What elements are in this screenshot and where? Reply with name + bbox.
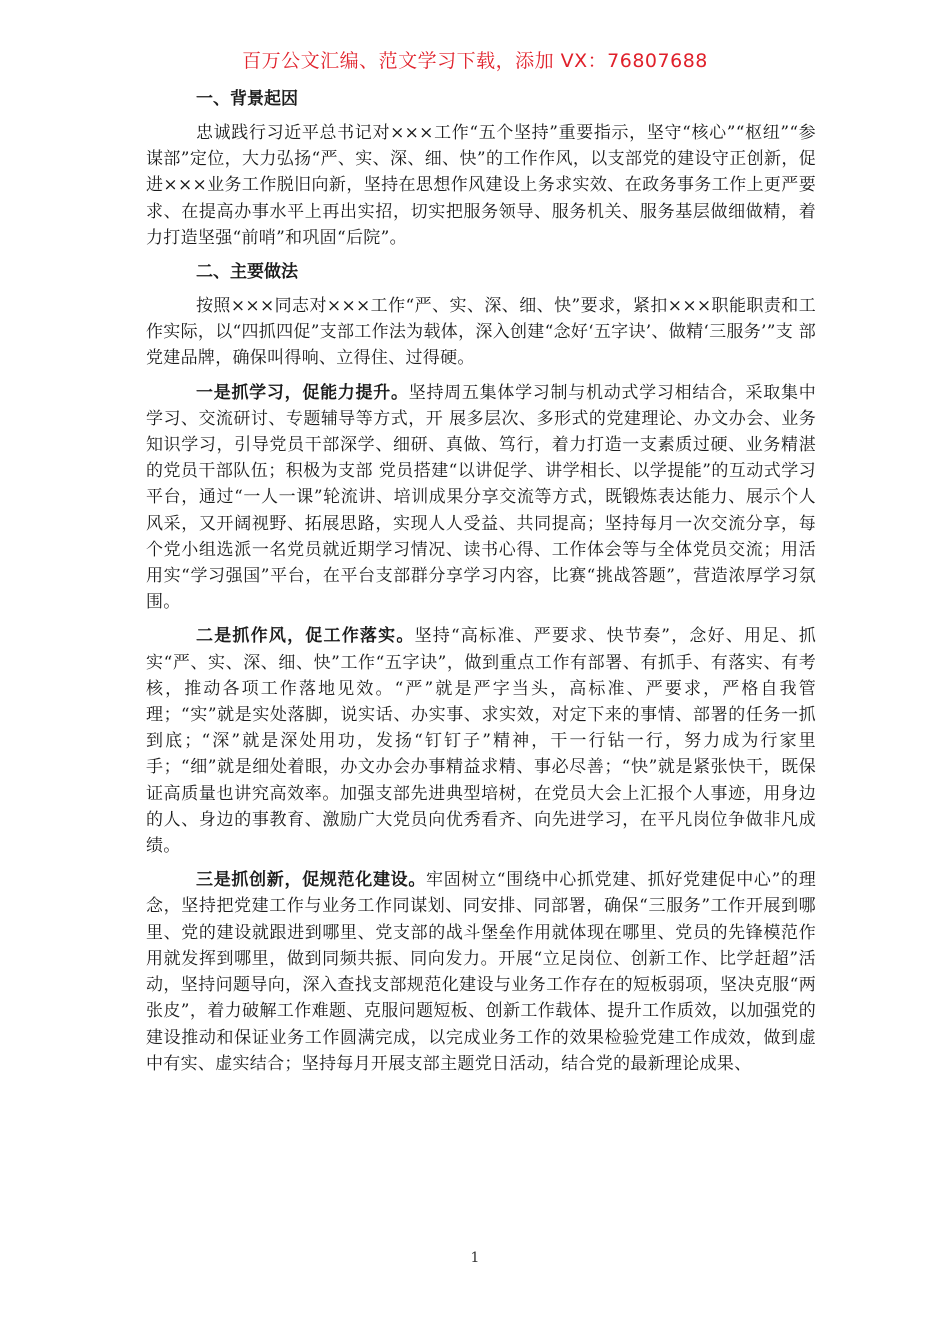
paragraph-study-lead: 一是抓学习，促能力提升。: [196, 382, 409, 403]
paragraph-work-style: [146, 623, 816, 859]
paragraph-background: 忠诚践行习近平总书记对×××工作“五个坚持”重要指示，坚守“核心”“枢纽”“参谋部”定位，大力弘扬“严、实、深、细、快”的工作作风，以支部党的建设守正创新，促进×××业务工作脱旧向新，坚持在思想作风建设上务求实效、在政务事务工作上更严要求、在提高办事水平上再出实招，切实把服务领导、服务机关、服务基层做细做精，着力打造坚强“前哨”和巩固“后院”。: [146, 123, 816, 248]
paragraph-work-style-body: 坚持“高标准、严要求、快节奏”，念好、用足、抓实“严、实、深、细、快”工作“五字诀”，做到重点工作有部署、有抓手、有落实、有考核，推动各项工作落地见效。“严”就是严字当头，高标准、严要求，严格自我管理；“实”就是实处落脚，说实话、办实事、求实效，对定下来的事情、部署的任务一抓到底；“深”就是深处用功，发扬“钉钉子”精神，干一行钻一行，努力成为行家里手；“细”就是细处着眼，办文办会办事精益求精、事必尽善；“快”就是紧张快干，既保证高质量也讲究高效率。加强支部先进典型培树，在党员大会上汇报个人事迹，用身边的人、身边的事教育、激励广大党员向优秀看齐、向先进学习，在平凡岗位争做非凡成绩。: [146, 626, 817, 857]
paragraph-work-style-lead: 二是抓作风，促工作落实。: [196, 626, 415, 647]
paragraph-study-body: 坚持周五集体学习制与机动式学习相结合，采取集中学习、交流研讨、专题辅导等方式，开 展多层次、多形式的党建理论、办文办会、业务知识学习，引导党员干部深学、细研、真做、笃行，着力打造一支素质过硬、业务精湛的党员干部队伍；积极为支部 党员搭建“以讲促学、讲学相长、以学提能”的互动式学习平台，通过“一人一课”轮流讲、培训成果分享交流等方式，既锻炼表达能力、展示个人风采，又开阔视野、拓展思路，实现人人受益、共同提高；坚持每月一次交流分享，每个党小组选派一名党员就近期学习情况、读书心得、工作体会等与全体党员交流；用活用实“学习强国”平台，在平台支部群分享学习内容，比赛“挑战答题”，营造浓厚学习氛围。: [146, 382, 816, 613]
download-banner: 百万公文汇编、范文学习下载，添加 VX：76807688: [242, 50, 708, 72]
section-heading-main-practices: 二、主要做法: [196, 262, 298, 283]
paragraph-innovation-lead: 三是抓创新，促规范化建设。: [196, 870, 427, 891]
section-heading-background: 一、背景起因: [196, 89, 298, 109]
paragraph-innovation-body: 牢固树立“围绕中心抓党建、抓好党建促中心”的理念，坚持把党建工作与业务工作同谋划、同安排、同部署，确保“三服务”工作开展到哪里、党的建设就跟进到哪里、党支部的战斗堡垒作用就体现在哪里、党员的先锋模范作用就发挥到哪里，做到同频共振、同向发力。开展“立足岗位、创新工作、比学赶超”活动，坚持问题导向，深入查找支部规范化建设与业务工作存在的短板弱项，坚决克服“两张皮”，着力破解工作难题、克服问题短板、创新工作载体、提升工作质效，以加强党的建设推动和保证业务工作圆满完成，以完成业务工作的效果检验党建工作成效，做到虚中有实、虚实结合；坚持每月开展支部主题党日活动，结合党的最新理论成果、: [146, 870, 816, 1074]
paragraph-study: [146, 380, 816, 616]
paragraph-main-practices-intro: 按照×××同志对×××工作“严、实、深、细、快”要求，紧扣×××职能职责和工作实际，以“四抓四促”支部工作法为载体，深入创建“念好‘五字诀’、做精‘三服务’”支 部党建品牌，确保叫得响、立得住、过得硬。: [146, 296, 816, 369]
paragraph-innovation: [146, 867, 816, 1077]
document-body: [146, 86, 816, 1085]
page-number: 1: [470, 1250, 480, 1266]
